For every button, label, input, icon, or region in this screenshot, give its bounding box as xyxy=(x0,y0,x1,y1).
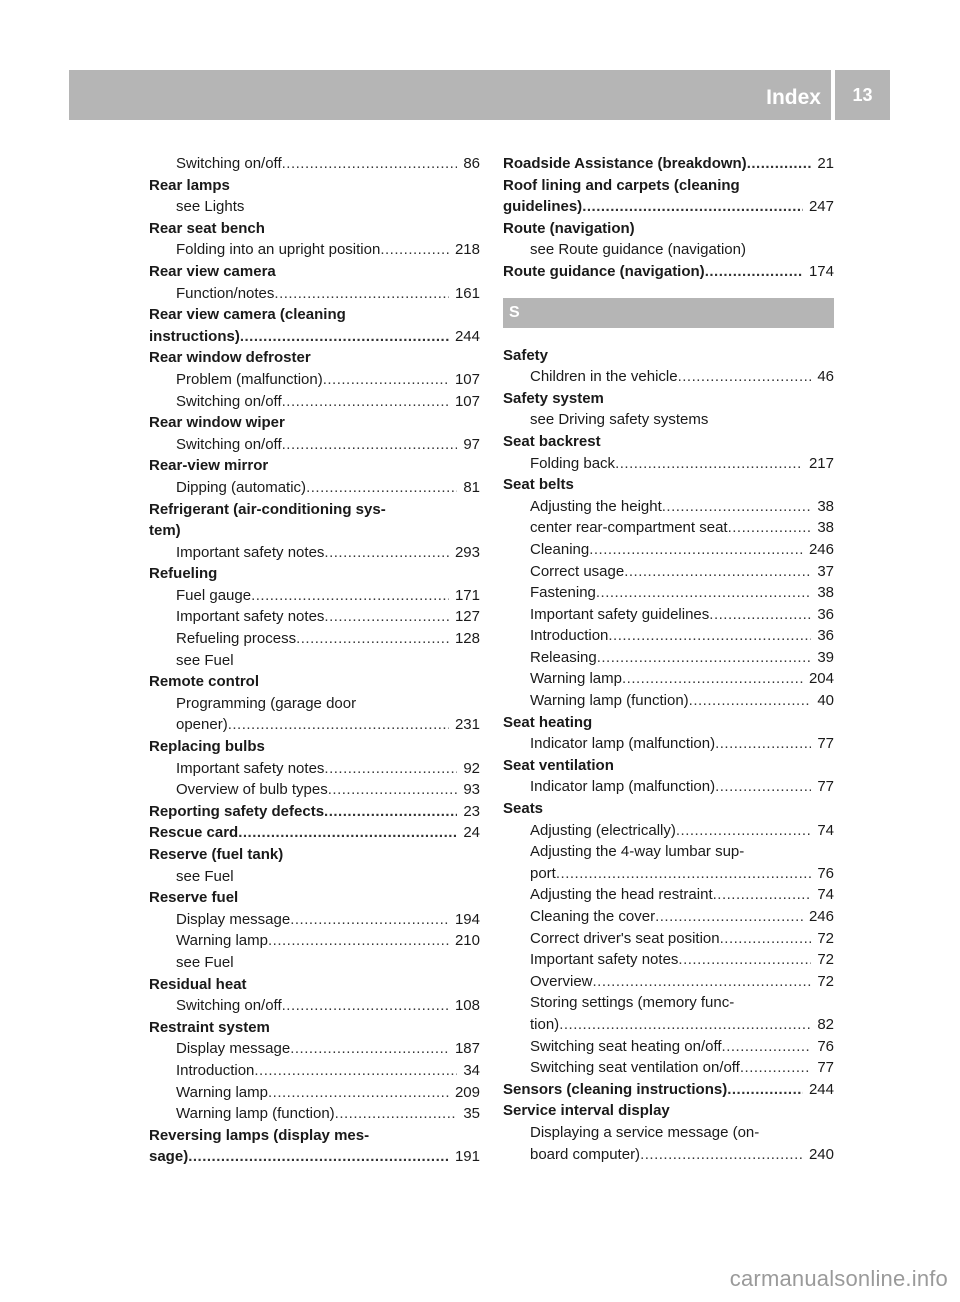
index-subentry xyxy=(149,628,480,650)
dot-leader xyxy=(296,628,449,650)
index-entry xyxy=(503,218,834,240)
dot-leader xyxy=(740,1057,811,1079)
index-subentry xyxy=(503,820,834,842)
entry-page-number: 187 xyxy=(454,1040,480,1058)
index-subentry xyxy=(503,539,834,561)
entry-page-number: 74 xyxy=(817,821,834,839)
index-subentry xyxy=(149,1082,480,1104)
entry-text: Warning lamp (function) xyxy=(530,692,689,710)
page-number: 13 xyxy=(835,70,890,120)
entry-text: Displaying a service message (on- xyxy=(530,1123,760,1141)
dot-leader xyxy=(238,822,457,844)
index-entry xyxy=(149,412,480,434)
index-subentry xyxy=(503,949,834,971)
entry-page-number: 171 xyxy=(454,586,480,604)
entry-page-number: 246 xyxy=(808,540,834,558)
entry-text: Sensors (cleaning instructions) xyxy=(503,1080,728,1098)
dot-leader xyxy=(662,496,812,518)
entry-text: Seat ventilation xyxy=(503,756,614,774)
entry-text: Adjusting the head restraint xyxy=(530,886,713,904)
index-group-r xyxy=(503,153,834,283)
entry-page-number: 174 xyxy=(808,262,834,280)
entry-page-number: 23 xyxy=(463,802,480,820)
entry-page-number: 107 xyxy=(454,370,480,388)
entry-text: Correct driver's seat position xyxy=(530,929,720,947)
index-entry xyxy=(149,1125,480,1147)
dot-leader xyxy=(608,625,811,647)
entry-page-number: 82 xyxy=(817,1015,834,1033)
entry-page-number: 107 xyxy=(454,392,480,410)
entry-page-number: 36 xyxy=(817,605,834,623)
entry-text: Reserve (fuel tank) xyxy=(149,846,284,863)
index-subentry xyxy=(503,733,834,755)
entry-page-number: 35 xyxy=(463,1105,480,1123)
entry-page-number: 128 xyxy=(454,630,480,648)
index-subentry xyxy=(149,434,480,456)
entry-text: Adjusting (electrically) xyxy=(530,821,676,839)
entry-page-number: 240 xyxy=(808,1145,834,1163)
index-subentry xyxy=(149,714,480,736)
dot-leader xyxy=(556,863,811,885)
entry-page-number: 36 xyxy=(817,627,834,645)
dot-leader xyxy=(274,283,449,305)
dot-leader xyxy=(705,261,803,283)
dot-leader xyxy=(559,1014,811,1036)
index-subentry xyxy=(503,366,834,388)
dot-leader xyxy=(324,758,457,780)
entry-text: tion) xyxy=(530,1015,560,1033)
dot-leader xyxy=(715,776,811,798)
index-entry xyxy=(149,499,480,521)
entry-text: Display message xyxy=(176,1040,291,1058)
entry-text: see Fuel xyxy=(176,953,234,971)
dot-leader xyxy=(676,820,811,842)
entry-text: Reserve fuel xyxy=(149,889,239,907)
entry-page-number: 246 xyxy=(808,908,834,925)
entry-text: Replacing bulbs xyxy=(149,738,265,756)
entry-page-number: 194 xyxy=(454,910,480,928)
entry-page-number: 38 xyxy=(817,519,834,537)
entry-text: see Fuel xyxy=(176,651,234,669)
index-subentry xyxy=(503,690,834,712)
entry-page-number: 21 xyxy=(817,155,834,172)
dot-leader xyxy=(622,668,803,690)
entry-page-number: 72 xyxy=(817,929,834,947)
index-subentry xyxy=(149,153,480,175)
entry-page-number: 244 xyxy=(454,327,480,345)
dot-leader xyxy=(728,517,812,539)
dot-leader xyxy=(290,909,449,931)
entry-page-number: 209 xyxy=(454,1083,480,1101)
entry-text: Problem (malfunction) xyxy=(176,370,323,388)
index-subentry xyxy=(503,928,834,950)
index-subentry xyxy=(149,758,480,780)
dot-leader xyxy=(655,906,803,928)
dot-leader xyxy=(282,153,458,175)
entry-text: Correct usage xyxy=(530,562,625,580)
entry-text: Introduction xyxy=(530,627,609,645)
index-subentry xyxy=(503,561,834,583)
entry-page-number: 93 xyxy=(463,781,480,799)
entry-text: Storing settings (memory func- xyxy=(530,994,735,1012)
index-entry xyxy=(503,175,834,197)
entry-text: Refrigerant (air-conditioning sys- xyxy=(149,500,386,518)
entry-text: see Driving safety systems xyxy=(530,411,709,429)
entry-text: Warning lamp xyxy=(176,1083,268,1101)
index-group-s xyxy=(503,345,834,1166)
header-bar xyxy=(69,70,831,120)
index-entry xyxy=(503,196,834,218)
index-subentry xyxy=(149,606,480,628)
index-column-left xyxy=(149,153,480,1168)
entry-page-number: 108 xyxy=(454,997,480,1015)
entry-page-number: 38 xyxy=(817,584,834,602)
entry-text: Remote control xyxy=(149,673,260,691)
entry-page-number: 218 xyxy=(454,241,480,259)
entry-page-number: 92 xyxy=(463,759,480,777)
index-entry xyxy=(149,1017,480,1039)
entry-text: Dipping (automatic) xyxy=(176,478,307,496)
entry-text: Warning lamp (function) xyxy=(176,1105,335,1123)
entry-text: board computer) xyxy=(530,1145,641,1163)
entry-text: Safety xyxy=(503,346,549,364)
index-entry xyxy=(149,974,480,996)
entry-page-number: 77 xyxy=(817,1059,834,1077)
dot-leader xyxy=(709,604,811,626)
entry-text: Important safety guidelines xyxy=(530,605,710,623)
entry-page-number: 76 xyxy=(817,1037,834,1055)
index-entry xyxy=(149,175,480,197)
dot-leader xyxy=(715,733,811,755)
dot-leader xyxy=(282,995,449,1017)
index-entry xyxy=(149,304,480,326)
entry-text: Important safety notes xyxy=(176,608,325,626)
entry-page-number: 161 xyxy=(454,284,480,302)
entry-page-number: 86 xyxy=(463,155,480,172)
dot-leader xyxy=(290,1038,449,1060)
index-entry xyxy=(503,431,834,453)
index-subentry xyxy=(149,585,480,607)
dot-leader xyxy=(678,949,811,971)
index-entry xyxy=(149,563,480,585)
dot-leader xyxy=(335,1103,458,1125)
entry-page-number: 74 xyxy=(817,886,834,904)
index-entry xyxy=(503,261,834,283)
entry-text: Reversing lamps (display mes- xyxy=(149,1126,370,1144)
watermark: carmanualsonline.info xyxy=(729,1266,948,1291)
entry-page-number: 38 xyxy=(817,497,834,515)
dot-leader xyxy=(722,1036,812,1058)
index-subentry xyxy=(503,906,834,928)
entry-text: Important safety notes xyxy=(530,951,679,969)
entry-text: Overview of bulb types xyxy=(176,781,328,799)
dot-leader xyxy=(713,884,812,906)
entry-page-number: 244 xyxy=(808,1080,834,1098)
entry-text: Service interval display xyxy=(503,1102,670,1120)
index-entry xyxy=(149,326,480,348)
index-subentry xyxy=(149,239,480,261)
dot-leader xyxy=(254,1060,457,1082)
entry-page-number: 231 xyxy=(454,716,480,734)
dot-leader xyxy=(689,690,812,712)
index-entry xyxy=(149,218,480,240)
index-subentry xyxy=(149,1038,480,1060)
entry-text: Releasing xyxy=(530,648,597,666)
dot-leader xyxy=(328,779,458,801)
dot-leader xyxy=(727,1079,803,1101)
entry-page-number: 72 xyxy=(817,951,834,969)
index-subentry xyxy=(503,1014,834,1036)
entry-text: Refueling xyxy=(149,565,218,583)
entry-text: Route guidance (navigation) xyxy=(503,262,705,280)
dot-leader xyxy=(640,1144,803,1166)
index-subentry xyxy=(503,884,834,906)
index-subentry xyxy=(503,971,834,993)
index-entry xyxy=(503,474,834,496)
entry-text: Seat backrest xyxy=(503,432,601,450)
entry-text: port xyxy=(530,864,556,882)
index-subentry xyxy=(503,1057,834,1079)
dot-leader xyxy=(282,434,458,456)
index-entry xyxy=(503,1079,834,1101)
entry-text: Display message xyxy=(176,910,291,928)
entry-text: Warning lamp xyxy=(530,670,622,688)
index-subentry xyxy=(503,453,834,475)
entry-text: tem) xyxy=(149,522,181,540)
index-subentry xyxy=(149,779,480,801)
index-subentry xyxy=(149,283,480,305)
index-subentry xyxy=(503,625,834,647)
entry-text: Rear view camera xyxy=(149,262,276,280)
entry-text: Roadside Assistance (breakdown) xyxy=(503,155,747,172)
index-entry xyxy=(149,736,480,758)
entry-page-number: 77 xyxy=(817,778,834,796)
entry-text: sage) xyxy=(149,1148,189,1166)
index-subentry xyxy=(503,496,834,518)
index-entry xyxy=(503,798,834,820)
entry-page-number: 77 xyxy=(817,735,834,753)
dot-leader xyxy=(228,714,449,736)
entry-text: Fuel gauge xyxy=(176,586,252,604)
entry-page-number: 293 xyxy=(454,543,480,561)
index-subentry xyxy=(503,582,834,604)
entry-text: see Route guidance (navigation) xyxy=(530,241,746,259)
index-entry xyxy=(149,887,480,909)
dot-leader xyxy=(188,1146,449,1168)
dot-leader xyxy=(747,153,812,175)
dot-leader xyxy=(268,930,449,952)
section-title: Index xyxy=(766,86,821,109)
index-subentry xyxy=(503,517,834,539)
entry-text: Safety system xyxy=(503,389,604,407)
entry-text: Rear-view mirror xyxy=(149,457,269,475)
index-subentry xyxy=(149,1103,480,1125)
index-subentry xyxy=(503,647,834,669)
index-subentry xyxy=(149,930,480,952)
entry-text: Important safety notes xyxy=(176,759,325,777)
entry-text: Restraint system xyxy=(149,1018,270,1036)
index-subentry xyxy=(149,693,480,715)
entry-page-number: 24 xyxy=(463,824,480,842)
entry-text: Indicator lamp (malfunction) xyxy=(530,778,716,796)
entry-text: Switching on/off xyxy=(176,155,282,172)
entry-page-number: 40 xyxy=(817,692,834,710)
dot-leader xyxy=(597,647,812,669)
dot-leader xyxy=(324,801,457,823)
entry-text: Folding back xyxy=(530,454,616,472)
index-subentry xyxy=(149,369,480,391)
dot-leader xyxy=(596,582,811,604)
entry-text: Function/notes xyxy=(176,284,275,302)
index-subentry xyxy=(149,995,480,1017)
index-entry xyxy=(149,822,480,844)
dot-leader xyxy=(282,391,449,413)
index-subentry xyxy=(149,909,480,931)
entry-text: Residual heat xyxy=(149,975,247,993)
dot-leader xyxy=(380,239,449,261)
entry-text: Cleaning xyxy=(530,540,590,558)
entry-text: see Lights xyxy=(176,198,245,216)
dot-leader xyxy=(306,477,457,499)
dot-leader xyxy=(324,542,449,564)
index-subentry xyxy=(503,863,834,885)
entry-page-number: 97 xyxy=(463,435,480,453)
entry-page-number: 34 xyxy=(463,1061,480,1079)
index-subentry xyxy=(503,1036,834,1058)
index-entry xyxy=(503,153,834,175)
entry-text: Folding into an upright position xyxy=(176,241,381,259)
entry-page-number: 72 xyxy=(817,972,834,990)
entry-text: Rear window defroster xyxy=(149,349,311,367)
entry-text: Refueling process xyxy=(176,630,297,648)
index-subentry xyxy=(149,952,480,974)
index-subentry xyxy=(503,992,834,1014)
entry-page-number: 127 xyxy=(454,608,480,626)
entry-text: Warning lamp xyxy=(176,932,268,950)
dot-leader xyxy=(268,1082,449,1104)
entry-text: Important safety notes xyxy=(176,543,325,561)
entry-text: Adjusting the 4-way lumbar sup- xyxy=(530,843,745,861)
dot-leader xyxy=(589,539,803,561)
index-subentry xyxy=(503,1144,834,1166)
entry-text: Rear view camera (cleaning xyxy=(149,306,346,324)
entry-text: Rear window wiper xyxy=(149,414,285,432)
index-subentry xyxy=(149,391,480,413)
entry-text: Roof lining and carpets (cleaning xyxy=(503,176,740,194)
entry-text: Route (navigation) xyxy=(503,219,635,237)
index-entry xyxy=(503,755,834,777)
index-column-right xyxy=(503,153,834,1165)
entry-text: center rear-compartment seat xyxy=(530,519,728,537)
entry-text: Seat heating xyxy=(503,713,593,731)
entry-text: Seat belts xyxy=(503,476,574,494)
dot-leader xyxy=(251,585,449,607)
entry-text: Fastening xyxy=(530,584,596,602)
entry-text: Switching on/off xyxy=(176,435,282,453)
entry-text: Rear seat bench xyxy=(149,219,265,237)
index-entry xyxy=(149,1146,480,1168)
index-subentry xyxy=(503,841,834,863)
index-subentry xyxy=(149,650,480,672)
entry-text: see Fuel xyxy=(176,867,234,885)
dot-leader xyxy=(323,369,449,391)
entry-text: Adjusting the height xyxy=(530,497,662,515)
entry-page-number: 39 xyxy=(817,648,834,666)
entry-text: Cleaning the cover xyxy=(530,908,656,925)
entry-text: Switching on/off xyxy=(176,392,282,410)
index-entry xyxy=(149,801,480,823)
entry-page-number: 217 xyxy=(808,454,834,472)
entry-page-number: 37 xyxy=(817,562,834,580)
entry-text: Switching seat ventilation on/off xyxy=(530,1059,740,1077)
dot-leader xyxy=(324,606,449,628)
dot-leader xyxy=(582,196,803,218)
index-entry xyxy=(149,455,480,477)
index-subentry xyxy=(503,668,834,690)
entry-page-number: 76 xyxy=(817,864,834,882)
index-subentry xyxy=(503,604,834,626)
dot-leader xyxy=(240,326,449,348)
dot-leader xyxy=(720,928,812,950)
dot-leader xyxy=(615,453,803,475)
entry-text: Introduction xyxy=(176,1061,255,1079)
section-letter-s: S xyxy=(503,298,834,328)
entry-text: Rescue card xyxy=(149,824,239,842)
index-entry xyxy=(503,345,834,367)
entry-page-number: 81 xyxy=(463,478,480,496)
index-subentry xyxy=(503,1122,834,1144)
entry-page-number: 46 xyxy=(817,368,834,386)
entry-text: Children in the vehicle xyxy=(530,368,678,386)
index-entry xyxy=(149,520,480,542)
entry-page-number: 247 xyxy=(808,198,834,216)
index-entry xyxy=(503,388,834,410)
index-subentry xyxy=(149,866,480,888)
index-entry xyxy=(149,261,480,283)
entry-text: Rear lamps xyxy=(149,176,230,194)
index-entry xyxy=(149,671,480,693)
index-subentry xyxy=(503,239,834,261)
entry-text: instructions) xyxy=(149,327,240,345)
entry-text: Switching seat heating on/off xyxy=(530,1037,722,1055)
index-subentry xyxy=(149,542,480,564)
entry-text: Programming (garage door xyxy=(176,694,357,712)
dot-leader xyxy=(624,561,811,583)
entry-text: Indicator lamp (malfunction) xyxy=(530,735,716,753)
index-entry xyxy=(149,844,480,866)
dot-leader xyxy=(678,366,812,388)
entry-text: Overview xyxy=(530,972,593,990)
entry-text: Switching on/off xyxy=(176,997,282,1015)
entry-text: Seats xyxy=(503,800,544,818)
index-entry xyxy=(149,347,480,369)
entry-text: guidelines) xyxy=(503,198,583,216)
index-subentry xyxy=(149,196,480,218)
index-subentry xyxy=(503,409,834,431)
entry-text: opener) xyxy=(176,716,228,734)
entry-text: Reporting safety defects xyxy=(149,802,325,820)
index-subentry xyxy=(149,1060,480,1082)
entry-page-number: 191 xyxy=(454,1148,480,1166)
index-subentry xyxy=(149,477,480,499)
index-entry xyxy=(503,1100,834,1122)
entry-page-number: 204 xyxy=(808,670,834,688)
index-entry xyxy=(503,712,834,734)
entry-page-number: 210 xyxy=(454,932,480,950)
dot-leader xyxy=(593,971,812,993)
index-subentry xyxy=(503,776,834,798)
